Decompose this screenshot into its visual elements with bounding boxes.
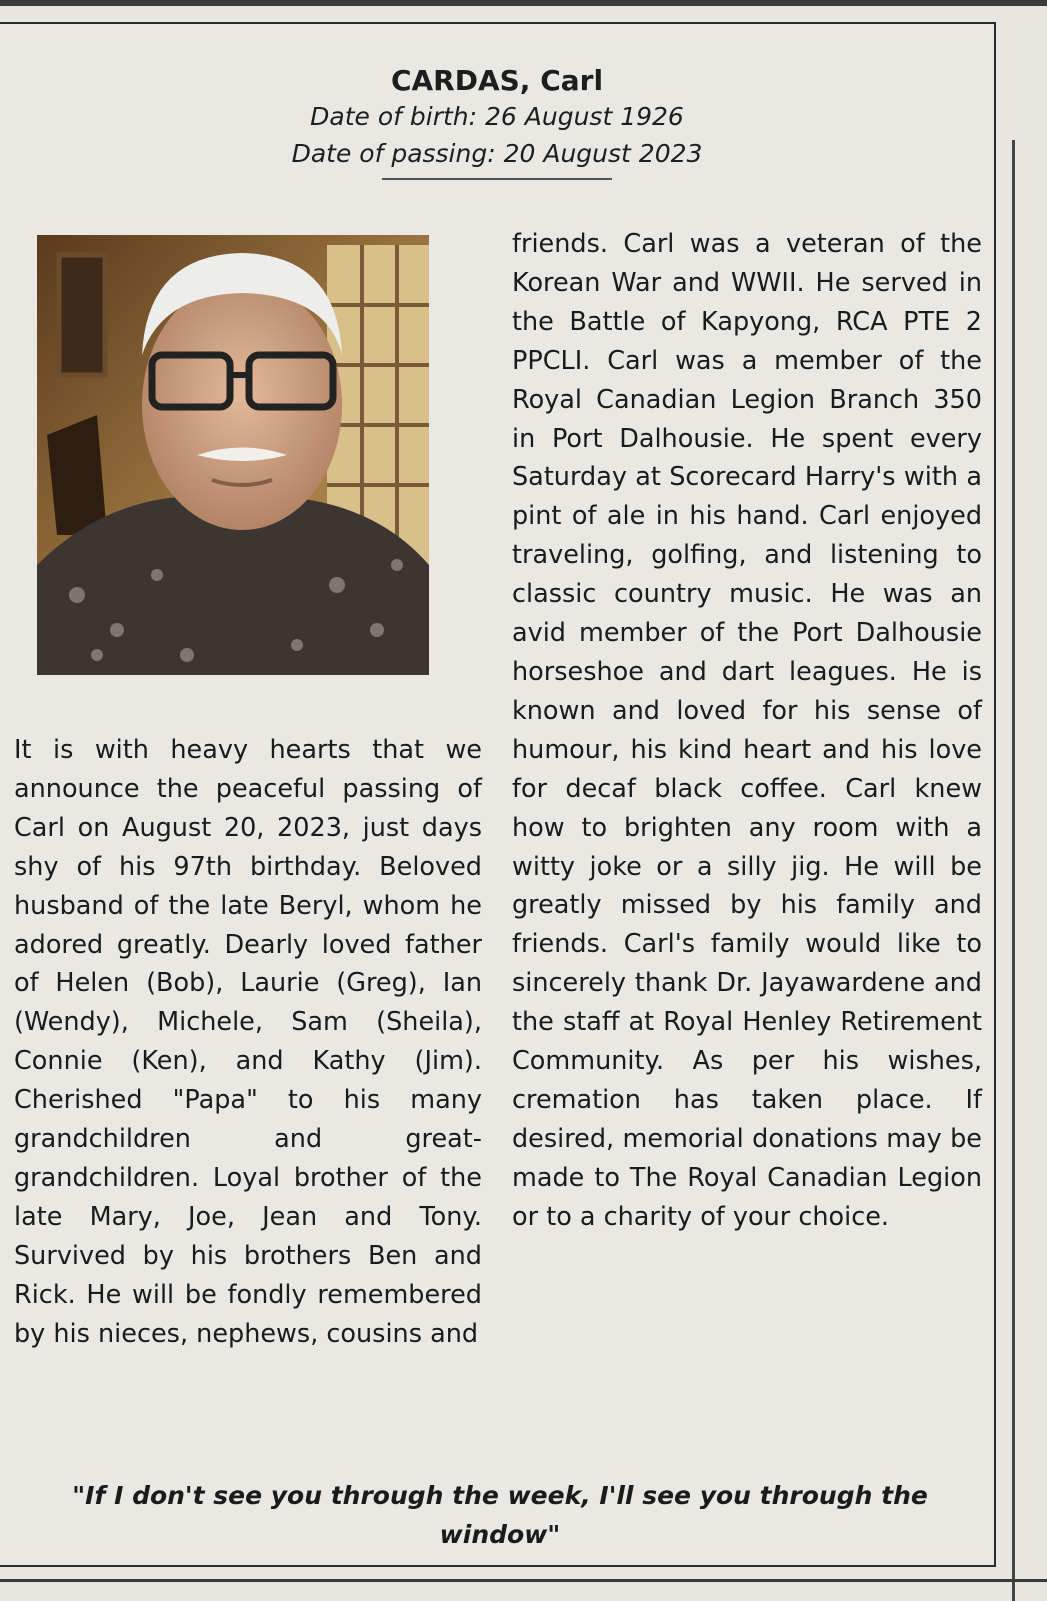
portrait-photo: [37, 235, 429, 675]
obituary-header: [0, 64, 994, 180]
closing-quote: "If I don't see you through the week, I'll see you through the window": [72, 1481, 928, 1549]
obituary-text-left-column: It is with heavy hearts that we announce the peaceful passing of Carl on August 20, 2023, just days shy of his 97th birthday. Beloved husband of the late Beryl, whom he adored greatly. Dearly loved father of Helen (Bob), Laurie (Greg), Ian (Wendy), Michele, Sam (Sheila), Connie (Ken), and Kathy (Jim). Cherished "Papa" to his many grandchildren and great-grandchildren. Loyal brother of the late Mary, Joe, Jean and Tony. Survived by his brothers Ben and Rick. He will be fondly remembered by his nieces, nephews, cousins and: [14, 735, 482, 1349]
date-of-passing: Date of passing: 20 August 2023: [291, 139, 703, 168]
deceased-name: CARDAS, Carl: [390, 64, 604, 97]
header-divider: [382, 178, 612, 180]
date-of-birth: Date of birth: 26 August 1926: [310, 102, 684, 131]
top-rule: [0, 0, 1047, 6]
obituary-text-right-column: friends. Carl was a veteran of the Korean War and WWII. He served in the Battle of Kapyong, RCA PTE 2 PPCLI. Carl was a member of the Royal Canadian Legion Branch 350 in Port Dalhousie. He spent every Saturday at Scorecard Harry's with a pint of ale in his hand. Carl enjoyed traveling, golfing, and listening to classic country music. He was an avid member of the Port Dalhousie horseshoe and dart leagues. He is known and loved for his sense of humour, his kind heart and his love for decaf black coffee. Carl knew how to brighten any room with a witty joke or a silly jig. He will be greatly missed by his family and friends. Carl's family would like to sincerely thank Dr. Jayawardene and the staff at Royal Henley Retirement Community. As per his wishes, cremation has taken place. If desired, memorial donations may be made to The Royal Canadian Legion or to a charity of your choice.: [512, 229, 982, 1232]
adjacent-column-rule: [1012, 140, 1015, 1601]
portrait-photo-icon: [37, 235, 429, 675]
bottom-rule: [0, 1579, 1047, 1582]
